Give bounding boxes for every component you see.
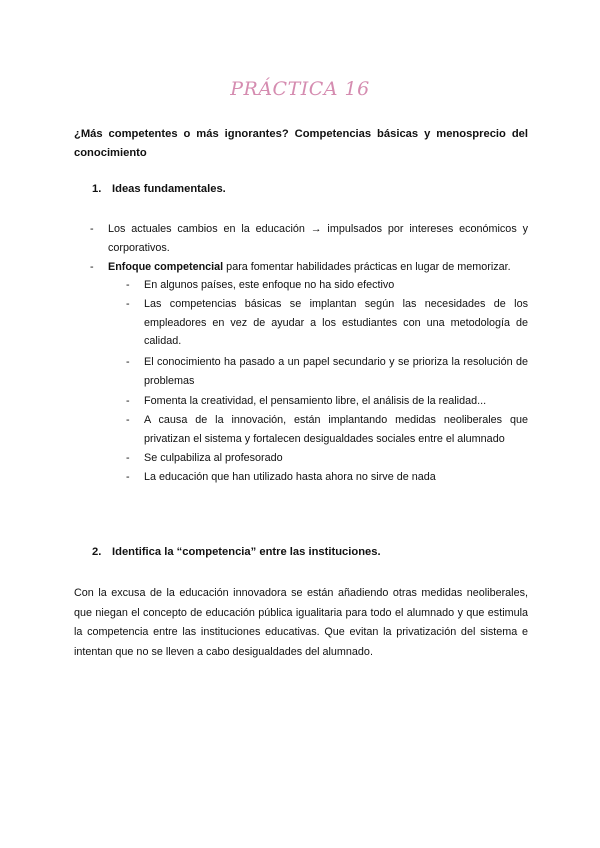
section-1-number: 1.: [92, 183, 102, 195]
bullet-rest: para fomentar habilidades prácticas en lugar de memorizar.: [223, 261, 511, 273]
bullet-dash: -: [90, 261, 94, 273]
sub-bullet-dash: -: [126, 414, 130, 426]
sub-bullet-item: [126, 392, 528, 411]
sub-bullet-dash: -: [126, 452, 130, 464]
bullet-text: Los actuales cambios en la educación → impulsados por intereses económicos y corporativos.: [108, 223, 528, 254]
sub-bullet-text: A causa de la innovación, están implantando medidas neoliberales que privatizan el sistema y fortalecen desigualdades sociales entre el alumnado: [144, 414, 528, 445]
sub-bullet-item: [126, 411, 528, 448]
sub-bullet-item: [126, 295, 528, 351]
sub-bullet-item: [126, 353, 528, 390]
sub-bullet-text: Se culpabiliza al profesorado: [144, 452, 283, 464]
sub-bullet-text: La educación que han utilizado hasta ahora no sirve de nada: [144, 471, 436, 483]
sub-bullet-item: [126, 449, 528, 468]
sub-bullet-text: Las competencias básicas se implantan según las necesidades de los empleadores en vez de ayudar a los estudiantes con una metodología de calidad.: [144, 298, 528, 347]
sub-bullet-text: El conocimiento ha pasado a un papel secundario y se prioriza la resolución de problemas: [144, 356, 528, 387]
bullet-bold-term: Enfoque competencial: [108, 261, 224, 273]
bullet-dash: -: [90, 223, 94, 235]
bullet-item: [90, 258, 528, 277]
section-2-heading: [92, 546, 381, 558]
section-1-title: Ideas fundamentales.: [112, 183, 226, 195]
sub-bullet-text: En algunos países, este enfoque no ha sido efectivo: [144, 279, 395, 291]
sub-bullet-item: [126, 276, 528, 295]
sub-bullet-dash: -: [126, 298, 130, 310]
sub-bullet-dash: -: [126, 471, 130, 483]
page-title: PRÁCTICA 16: [230, 78, 370, 100]
sub-bullet-dash: -: [126, 395, 130, 407]
section-2-paragraph: Con la excusa de la educación innovadora se están añadiendo otras medidas neoliberales, que niegan el concepto de educación pública igualitaria para todo el alumnado y que estimula la competencia entre las instituciones educativas. Que evitan la privatización del sistema e intentan que no se lleven a cabo desigualdades del alumnado.: [74, 587, 528, 658]
sub-bullet-item: [126, 468, 528, 487]
section-1-heading: [92, 183, 226, 195]
section-2-number: 2.: [92, 546, 102, 558]
bullet-text: [108, 258, 528, 277]
sub-bullet-dash: -: [126, 356, 130, 368]
document-subtitle: ¿Más competentes o más ignorantes? Competencias básicas y menosprecio del conocimiento: [74, 128, 528, 159]
bullet-item: [90, 220, 528, 257]
sub-bullet-text: Fomenta la creatividad, el pensamiento libre, el análisis de la realidad...: [144, 395, 487, 407]
section-2-title: Identifica la “competencia” entre las instituciones.: [112, 546, 381, 558]
sub-bullet-dash: -: [126, 279, 130, 291]
